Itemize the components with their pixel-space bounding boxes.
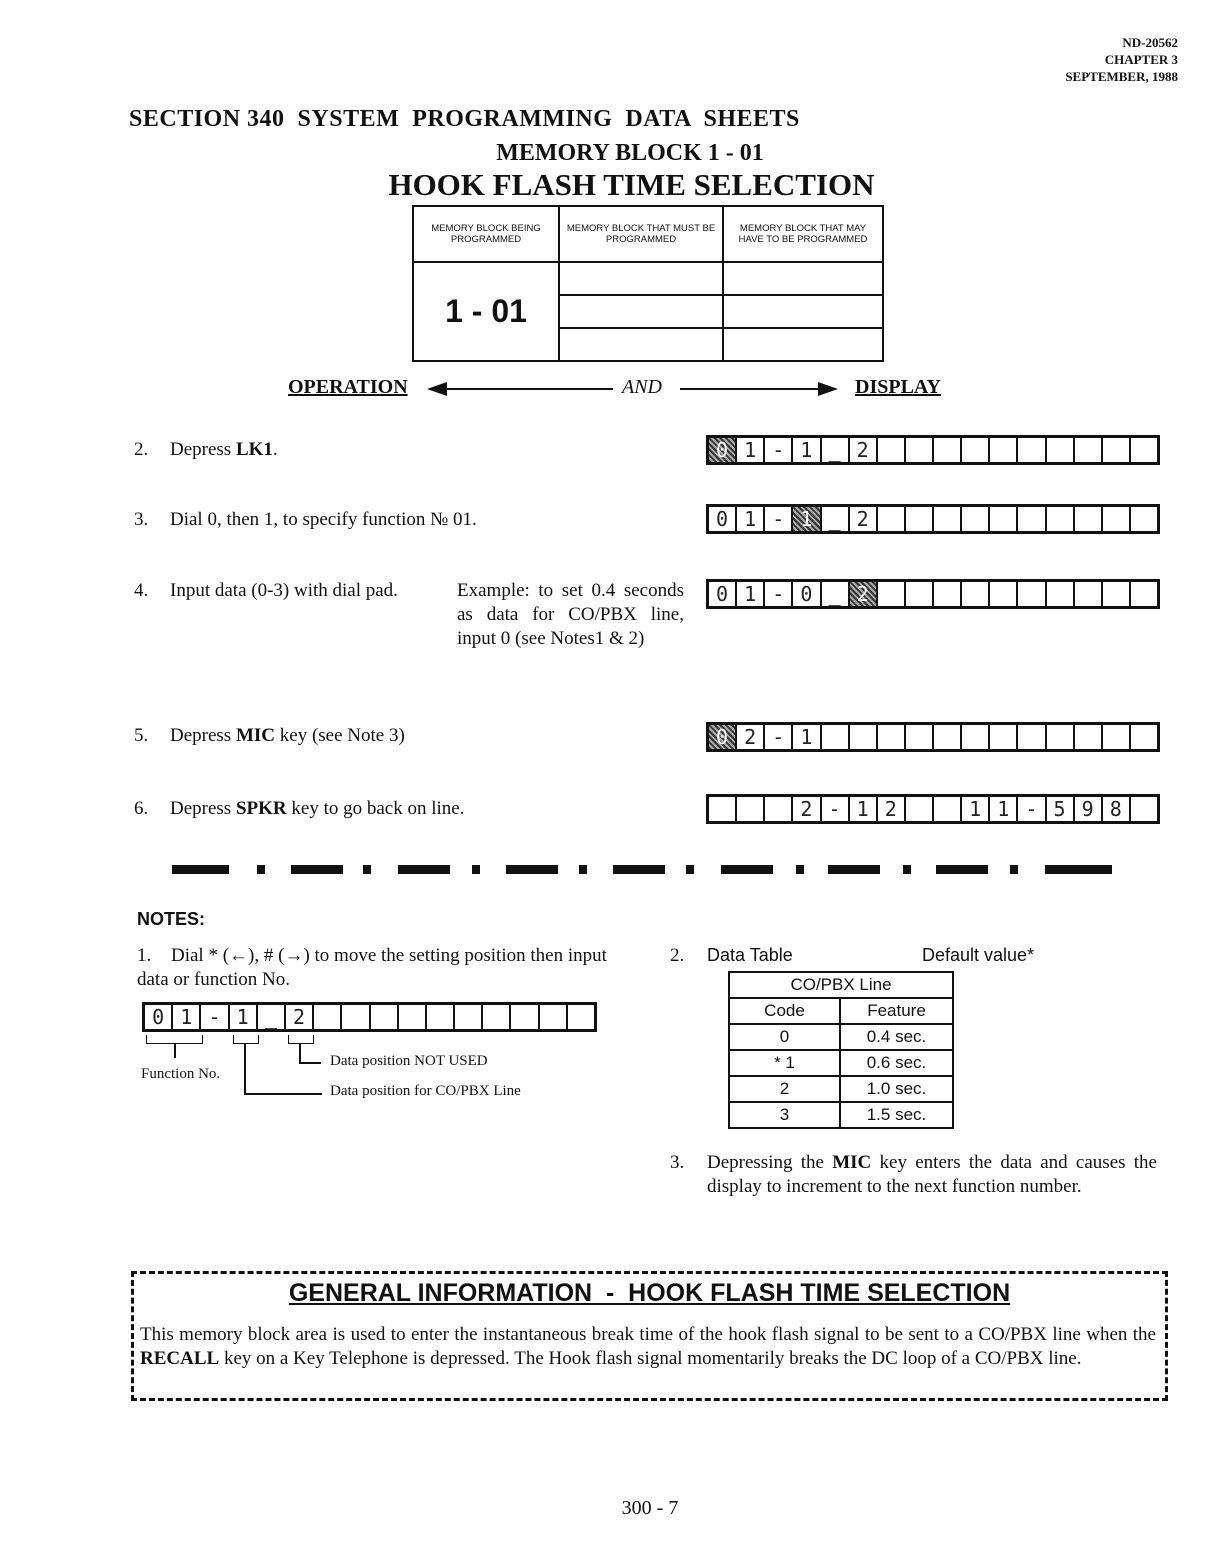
lcd-display-note-1 [142, 1002, 597, 1032]
chapter: CHAPTER 3 [1104, 52, 1178, 67]
lcd-cell: 1 [962, 797, 990, 821]
lcd-cell [427, 1005, 455, 1029]
step-text: Input data (0-3) with dial pad. [170, 580, 398, 601]
lcd-cell [371, 1005, 399, 1029]
dash-segment [1010, 865, 1018, 874]
lcd-display-step-5 [706, 722, 1160, 752]
lcd-cell [1047, 438, 1075, 462]
lcd-cell: _ [258, 1005, 286, 1029]
mb-cell [723, 262, 883, 295]
mb-col-being-programmed: MEMORY BLOCK BEING PROGRAMMED [413, 206, 559, 262]
mb-cell [723, 328, 883, 361]
doc-number: ND-20562 [1122, 35, 1178, 50]
note-3-text-part: key enters the data and causes the display to increment to the next function number. [707, 1152, 1157, 1197]
lcd-cell: _ [822, 507, 850, 531]
lcd-cell: 0 [793, 582, 821, 606]
leader-line [244, 1043, 246, 1093]
lcd-cell [1131, 582, 1157, 606]
main-title: HOOK FLASH TIME SELECTION [388, 167, 875, 202]
lcd-cell: 1 [793, 438, 821, 462]
code-cell: * 1 [729, 1050, 840, 1076]
step-number: 6. [134, 798, 149, 819]
lcd-cell: 1 [793, 507, 821, 531]
lcd-cell: 0 [709, 725, 737, 749]
feature-cell: 1.0 sec. [840, 1076, 953, 1102]
lcd-cell [1131, 438, 1157, 462]
lcd-cell [934, 725, 962, 749]
lcd-cell: 2 [850, 582, 878, 606]
leader-line [299, 1062, 321, 1064]
lcd-cell [709, 797, 737, 821]
dash-segment [613, 865, 665, 874]
step-key: MIC [235, 725, 276, 746]
lcd-cell [906, 438, 934, 462]
lcd-cell: 9 [1075, 797, 1103, 821]
lcd-cell [1131, 507, 1157, 531]
step-text: key to go back on line. [286, 798, 465, 819]
date: SEPTEMBER, 1988 [1065, 69, 1178, 84]
lcd-cell [1103, 725, 1131, 749]
lcd-cell: - [201, 1005, 229, 1029]
and-label: AND [622, 376, 662, 398]
dash-segment [828, 865, 880, 874]
note-3 [670, 1151, 1158, 1199]
lcd-cell: 1 [793, 725, 821, 749]
dash-segment [686, 865, 694, 874]
leader-line [299, 1043, 301, 1063]
mb-cell [559, 295, 723, 328]
lcd-cell [1047, 582, 1075, 606]
note-2 [670, 945, 793, 967]
lcd-cell: 1 [737, 582, 765, 606]
general-info-text-part: key on a Key Telephone is depressed. The Hook flash signal momentarily breaks the DC loop of a CO/PBX line. [219, 1348, 1082, 1369]
feature-cell: 0.4 sec. [840, 1024, 953, 1050]
memory-block-table [412, 205, 884, 362]
lcd-cell: 1 [737, 507, 765, 531]
lcd-cell: 0 [709, 438, 737, 462]
lcd-cell [1075, 582, 1103, 606]
leader-line [174, 1043, 176, 1058]
step-number: 4. [134, 580, 149, 601]
table-row [729, 1076, 953, 1102]
lcd-cell [765, 797, 793, 821]
feature-cell: 1.5 sec. [840, 1102, 953, 1128]
data-table-caption: CO/PBX Line [729, 972, 953, 998]
lcd-cell: 1 [230, 1005, 258, 1029]
lcd-cell: 8 [1103, 797, 1131, 821]
data-table-header-code: Code [729, 998, 840, 1024]
step-number: 5. [134, 725, 149, 746]
lcd-cell [399, 1005, 427, 1029]
lcd-display-step-4 [706, 579, 1160, 609]
arrow-line [445, 388, 613, 390]
not-used-bracket [288, 1035, 314, 1044]
dash-segment [721, 865, 773, 874]
note-number: 2. [670, 945, 685, 966]
lcd-display-step-2 [706, 435, 1160, 465]
label-copbx: Data position for CO/PBX Line [330, 1083, 521, 1099]
lcd-cell [878, 582, 906, 606]
lcd-cell [1018, 438, 1046, 462]
lcd-cell [342, 1005, 370, 1029]
general-info-title: GENERAL INFORMATION - HOOK FLASH TIME SELECTION [288, 1279, 1011, 1307]
lcd-cell [962, 582, 990, 606]
dash-segment [579, 865, 587, 874]
lcd-cell [1103, 582, 1131, 606]
lcd-cell [934, 797, 962, 821]
default-value-label: Default value* [922, 945, 1035, 965]
lcd-cell: 0 [145, 1005, 173, 1029]
lcd-cell [990, 507, 1018, 531]
operation-label: OPERATION [288, 376, 408, 398]
step-text: key (see Note 3) [275, 725, 405, 746]
general-info-text [140, 1323, 1156, 1371]
memory-block-title: MEMORY BLOCK 1 - 01 [496, 140, 764, 166]
dash-segment [363, 865, 371, 874]
lcd-cell [990, 438, 1018, 462]
lcd-cell: _ [822, 582, 850, 606]
arrow-line [680, 388, 820, 390]
step-4 [134, 579, 398, 603]
mb-cell [559, 328, 723, 361]
lcd-cell: - [822, 797, 850, 821]
lcd-cell [878, 507, 906, 531]
mb-cell [723, 295, 883, 328]
lcd-display-step-6 [706, 794, 1160, 824]
lcd-cell: 1 [173, 1005, 201, 1029]
step-text: Depress [170, 798, 236, 819]
step-6 [134, 797, 464, 821]
lcd-cell [314, 1005, 342, 1029]
label-not-used: Data position NOT USED [330, 1053, 488, 1069]
lcd-cell [1075, 507, 1103, 531]
lcd-cell: - [765, 507, 793, 531]
copbx-bracket [233, 1035, 259, 1044]
dash-segment [936, 865, 988, 874]
dash-segment [796, 865, 804, 874]
lcd-cell [934, 438, 962, 462]
lcd-cell: - [765, 582, 793, 606]
lcd-cell [1075, 725, 1103, 749]
page-number: 300 - 7 [621, 1497, 679, 1519]
lcd-cell [878, 438, 906, 462]
lcd-cell: 2 [286, 1005, 314, 1029]
step-number: 3. [134, 509, 149, 530]
lcd-cell [990, 725, 1018, 749]
lcd-cell: 1 [990, 797, 1018, 821]
dash-segment [472, 865, 480, 874]
section-title: SECTION 340 SYSTEM PROGRAMMING DATA SHEETS [129, 106, 800, 132]
note-3-key: MIC [832, 1152, 872, 1173]
lcd-cell [850, 725, 878, 749]
lcd-cell: 2 [850, 507, 878, 531]
arrow-right-icon [818, 382, 838, 396]
lcd-display-step-3 [706, 504, 1160, 534]
lcd-cell [455, 1005, 483, 1029]
step-3 [134, 508, 477, 532]
lcd-cell [934, 507, 962, 531]
note-1-text: Dial * (←), # (→) to move the setting position then input data or function No. [137, 945, 607, 990]
lcd-cell [1075, 438, 1103, 462]
mb-cell [559, 262, 723, 295]
step-2 [134, 438, 278, 462]
lcd-cell [737, 797, 765, 821]
lcd-cell: 5 [1047, 797, 1075, 821]
leader-line [244, 1093, 322, 1095]
data-table-header-feature: Feature [840, 998, 953, 1024]
lcd-cell [1131, 797, 1157, 821]
lcd-cell [906, 797, 934, 821]
lcd-cell [511, 1005, 539, 1029]
data-table [728, 971, 954, 1129]
recall-key: RECALL [140, 1348, 220, 1369]
lcd-cell [1047, 725, 1075, 749]
lcd-cell [962, 725, 990, 749]
lcd-cell [962, 438, 990, 462]
lcd-cell [878, 725, 906, 749]
lcd-cell: 2 [793, 797, 821, 821]
mb-value: 1 - 01 [413, 262, 559, 361]
dash-segment [398, 865, 450, 874]
lcd-cell: 1 [737, 438, 765, 462]
lcd-cell [1103, 438, 1131, 462]
label-function-no: Function No. [141, 1066, 221, 1082]
lcd-cell: - [765, 438, 793, 462]
mb-col-must-be-programmed: MEMORY BLOCK THAT MUST BE PROGRAMMED [559, 206, 723, 262]
dash-segment [291, 865, 343, 874]
code-cell: 2 [729, 1076, 840, 1102]
step-text: Depress [170, 439, 236, 460]
table-row [729, 1050, 953, 1076]
note-3-text [707, 1151, 1157, 1199]
notes-heading: NOTES: [137, 909, 206, 929]
table-row [729, 1102, 953, 1128]
dash-segment [1045, 865, 1112, 874]
lcd-cell: - [1018, 797, 1046, 821]
step-4-example: Example: to set 0.4 seconds as data for CO/PBX line, input 0 (see Notes1 & 2) [457, 580, 684, 649]
lcd-cell: 0 [709, 507, 737, 531]
note-number: 3. [670, 1152, 685, 1173]
operation-display-row [0, 376, 1221, 406]
lcd-cell [906, 507, 934, 531]
lcd-cell [1018, 507, 1046, 531]
general-info-text-part: This memory block area is used to enter the instantaneous break time of the hook flash signal to be sent to a CO/PBX line when the [140, 1324, 1156, 1345]
lcd-cell: _ [822, 438, 850, 462]
step-key: SPKR [235, 798, 287, 819]
lcd-cell [1047, 507, 1075, 531]
step-number: 2. [134, 439, 149, 460]
step-5 [134, 724, 405, 748]
lcd-cell [1131, 725, 1157, 749]
lcd-cell [906, 725, 934, 749]
arrow-left-icon [427, 382, 447, 396]
lcd-cell [1018, 725, 1046, 749]
note-2-text: Data Table [707, 945, 793, 965]
step-text: . [272, 439, 278, 460]
display-label: DISPLAY [855, 376, 941, 398]
lcd-cell [962, 507, 990, 531]
note-1 [137, 944, 627, 992]
note-3-text-part: Depressing the [707, 1152, 833, 1173]
step-text: Dial 0, then 1, to specify function № 01. [170, 509, 477, 530]
lcd-cell [568, 1005, 594, 1029]
lcd-cell: 1 [850, 797, 878, 821]
dash-segment [172, 865, 229, 874]
feature-cell: 0.6 sec. [840, 1050, 953, 1076]
lcd-cell [906, 582, 934, 606]
lcd-cell: 2 [850, 438, 878, 462]
table-row [729, 1024, 953, 1050]
lcd-cell: 2 [878, 797, 906, 821]
lcd-cell [1018, 582, 1046, 606]
lcd-cell: - [765, 725, 793, 749]
lcd-cell [822, 725, 850, 749]
lcd-cell [934, 582, 962, 606]
step-key: LK1 [235, 439, 273, 460]
mb-col-may-be-programmed: MEMORY BLOCK THAT MAY HAVE TO BE PROGRAMMED [723, 206, 883, 262]
dash-segment [506, 865, 558, 874]
lcd-cell [483, 1005, 511, 1029]
lcd-cell [540, 1005, 568, 1029]
step-text: Depress [170, 725, 236, 746]
dash-segment [903, 865, 911, 874]
lcd-cell: 2 [737, 725, 765, 749]
lcd-cell [990, 582, 1018, 606]
dash-segment [257, 865, 265, 874]
lcd-cell [1103, 507, 1131, 531]
code-cell: 0 [729, 1024, 840, 1050]
header-info [1065, 34, 1178, 85]
lcd-cell: 0 [709, 582, 737, 606]
note-number: 1. [137, 945, 152, 966]
code-cell: 3 [729, 1102, 840, 1128]
